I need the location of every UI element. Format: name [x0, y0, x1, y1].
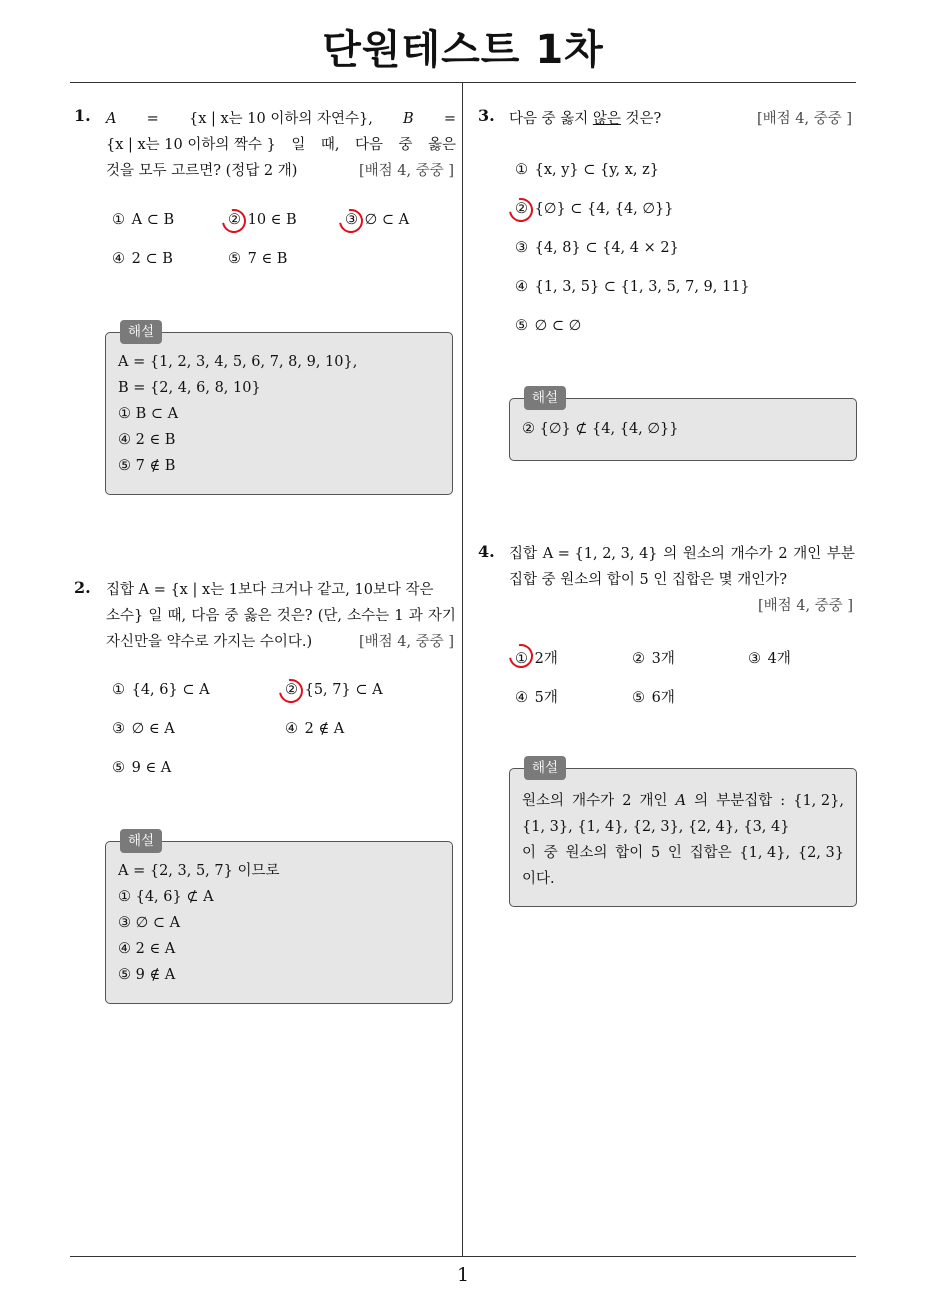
solution-line: A = {2, 3, 5, 7} 이므로: [118, 863, 280, 879]
solution-label: 해설: [524, 386, 566, 410]
solution-line: ⑤ 9 ∉ A: [118, 967, 176, 983]
solution-line: ⑤ 7 ∉ B: [118, 458, 176, 474]
solution-box: [509, 390, 857, 461]
bottom-rule: [70, 1256, 856, 1257]
option-5[interactable]: ⑤ 7 ∈ B: [228, 251, 288, 267]
option-4[interactable]: ④ {1, 3, 5} ⊂ {1, 3, 5, 7, 9, 11}: [515, 279, 750, 295]
solution-label: 해설: [120, 320, 162, 344]
answer-mark: [217, 204, 250, 237]
question-stem-line: 집합 A = {x | x는 1보다 크거나 같고, 10보다 작은: [106, 582, 434, 598]
column-divider: [462, 82, 463, 1257]
option-2[interactable]: ② {∅} ⊂ {4, {4, ∅}}: [515, 201, 674, 217]
question-stem-line: 소수} 일 때, 다음 중 옳은 것은? (단, 소수는 1 과 자기: [106, 608, 456, 624]
option-1[interactable]: ① A ⊂ B: [112, 212, 175, 228]
answer-mark: [274, 674, 307, 707]
question-number: 4.: [478, 542, 495, 561]
option-3[interactable]: ③ 4개: [748, 651, 791, 667]
emphasis-underline: 않은: [592, 111, 621, 127]
question-stem-line: 것을 모두 고르면? (정답 2 개): [106, 163, 298, 179]
solution-box: [105, 324, 453, 495]
question-stem-line: {x | x는 10 이하의 짝수 } 일 때, 다음 중 옳은: [106, 137, 456, 153]
solution-line: ① B ⊂ A: [118, 406, 179, 422]
answer-mark: [334, 204, 367, 237]
solution-line: ① {4, 6} ⊄ A: [118, 889, 214, 905]
option-5[interactable]: ⑤ ∅ ⊂ ∅: [515, 318, 582, 334]
option-3[interactable]: ③ ∅ ∈ A: [112, 721, 175, 737]
option-4[interactable]: ④ 5개: [515, 690, 558, 706]
question-number: 1.: [74, 106, 91, 125]
solution-line: 이다.: [522, 871, 555, 887]
page-title: 단원테스트 1차: [322, 27, 604, 73]
solution-box: [509, 760, 857, 907]
solution-line: B = {2, 4, 6, 8, 10}: [118, 380, 261, 396]
option-2[interactable]: ② {5, 7} ⊂ A: [285, 682, 383, 698]
solution-label: 해설: [524, 756, 566, 780]
score-meta: [배점 4, 중중 ]: [358, 634, 454, 650]
question-number: 3.: [478, 106, 495, 125]
option-2[interactable]: ② 10 ∈ B: [228, 212, 297, 228]
score-meta: [배점 4, 중중 ]: [757, 598, 853, 614]
solution-label: 해설: [120, 829, 162, 853]
solution-line: ④ 2 ∈ B: [118, 432, 176, 448]
top-rule: [70, 82, 856, 83]
score-meta: [배점 4, 중중 ]: [756, 111, 852, 127]
question-number: 2.: [74, 578, 91, 597]
option-3[interactable]: ③ ∅ ⊂ A: [345, 212, 410, 228]
option-2[interactable]: ② 3개: [632, 651, 675, 667]
option-3[interactable]: ③ {4, 8} ⊂ {4, 4 × 2}: [515, 240, 679, 256]
solution-line: ③ ∅ ⊂ A: [118, 915, 181, 931]
solution-line: 원소의 개수가 2 개인 A 의 부분집합 : {1, 2},: [522, 793, 844, 809]
question-stem-line: A = {x | x는 10 이하의 자연수}, B =: [106, 111, 456, 127]
option-5[interactable]: ⑤ 9 ∈ A: [112, 760, 172, 776]
option-4[interactable]: ④ 2 ∉ A: [285, 721, 345, 737]
option-1[interactable]: ① {x, y} ⊂ {y, x, z}: [515, 162, 659, 178]
solution-box: [105, 833, 453, 1004]
option-5[interactable]: ⑤ 6개: [632, 690, 675, 706]
option-1[interactable]: ① 2개: [515, 651, 558, 667]
solution-line: {1, 3}, {1, 4}, {2, 3}, {2, 4}, {3, 4}: [522, 819, 790, 835]
question-stem-line: 집합 A = {1, 2, 3, 4} 의 원소의 개수가 2 개인 부분: [509, 546, 855, 562]
solution-line: ④ 2 ∈ A: [118, 941, 176, 957]
question-stem-line: 집합 중 원소의 합이 5 인 집합은 몇 개인가?: [509, 572, 787, 588]
question-stem-line: 자신만을 약수로 가지는 수이다.): [106, 634, 313, 650]
option-4[interactable]: ④ 2 ⊂ B: [112, 251, 173, 267]
solution-line: A = {1, 2, 3, 4, 5, 6, 7, 8, 9, 10},: [118, 354, 358, 370]
score-meta: [배점 4, 중중 ]: [358, 163, 454, 179]
option-1[interactable]: ① {4, 6} ⊂ A: [112, 682, 210, 698]
solution-line: 이 중 원소의 합이 5 인 집합은 {1, 4}, {2, 3}: [522, 845, 844, 861]
question-stem-line: 다음 중 옳지 않은 것은?: [509, 111, 662, 127]
page-number: 1: [456, 1264, 470, 1286]
answer-mark: [504, 193, 537, 226]
solution-line: ② {∅} ⊄ {4, {4, ∅}}: [522, 421, 679, 437]
